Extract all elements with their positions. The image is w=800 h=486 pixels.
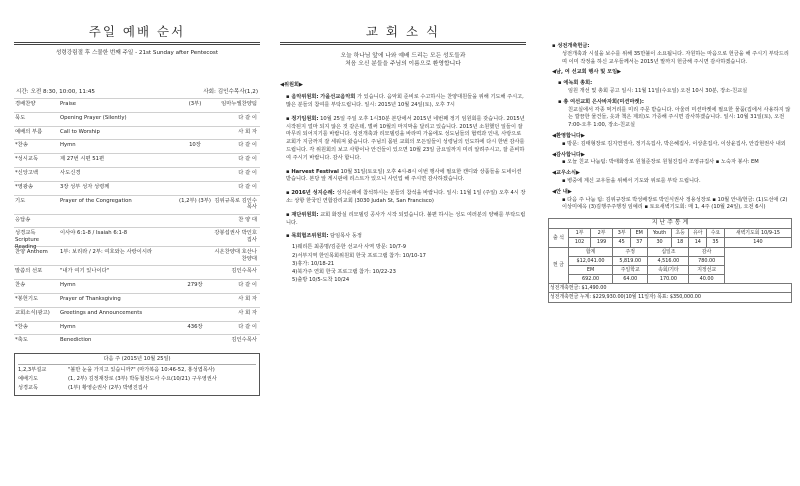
announcement-heading: ◀감사합니다▶ (552, 151, 586, 158)
order-item-detail: 제 27번 시편 51편 (60, 156, 105, 163)
announcement-body: ▪ 오늘 친교 나눔팀: 박태화장로 원철준장로 원철진집사 조영규집사 ▪ 노숙자 봉사: EM (562, 159, 759, 166)
order-list (14, 98, 260, 348)
order-row (14, 307, 260, 321)
att-value: 37 (631, 238, 648, 247)
order-row (14, 126, 260, 140)
att-value: 199 (591, 238, 613, 247)
order-item-name: *성시교독 (15, 156, 39, 163)
off-value: 4,516.00 (648, 256, 689, 265)
announcement-item (558, 99, 792, 130)
order-row (14, 98, 260, 112)
announcement-body: 임원 개선 및 총회 공고 일시: 11월 11일(수요일) 오전 10시 30분, 장소-친교실 (568, 87, 748, 94)
pastor-schedule-item: 3)휴가: 10/18-21 (292, 260, 335, 267)
pastor-schedule-item: 2)서부지역 한인목회위원회 한국 프로그램 참가: 10/10-17 (292, 252, 426, 259)
order-row (14, 195, 260, 214)
order-row (14, 246, 260, 265)
worship-subtitle: 성령강림절 후 스물한 번째 주일 - 21st Sunday after Pentecost (55, 50, 219, 56)
announcement-body: 친교실에서 각종 먹거리를 미리 주문 받습니다. 아울러 미션마켓에 필요한 물품(집에서 사용하지 않는 깔끔한 물건들, 옷과 책은 제외)도 가증해 주시면 감사하겠습니다. 일시: 10월 31일(토), 오전 7:00-오후 1:00, 장소-친교실 (568, 106, 791, 129)
order-row (14, 214, 260, 228)
committee-section-title: ◀위원회▶ (280, 81, 304, 88)
next-week-row (18, 366, 256, 375)
order-row (14, 279, 260, 293)
order-item-name: 말씀의 선포 (15, 268, 43, 275)
order-item-name: 응답송 (15, 216, 31, 223)
order-row (14, 153, 260, 167)
order-item-detail: Hymn (60, 142, 76, 149)
attendance-label: 출 석 (549, 229, 569, 247)
announcements-column (548, 0, 792, 486)
order-item-detail: 1부: 보리라 / 2부: 여호와는 사랑이시라 (60, 249, 153, 256)
order-row (14, 112, 260, 126)
officiant: 사회: 김인수목사(1,2) (203, 88, 258, 95)
announcement-body: 성전개축과 시설을 보수를 위해 35만불이 소요됩니다. 자원하는 마음으로 헌금을 해 주시기 부탁드리며 이미 작정을 하신 교우들께서는 2015년 말까지 헌금해 주시면 감사하겠습니다. (562, 50, 789, 65)
order-item-name: 찬양 Anthem (15, 249, 48, 256)
order-item-name: *봉헌기도 (15, 295, 39, 302)
worship-order-column (14, 0, 260, 486)
news-item-heading: ▪ 음악위원회: 가을선교음악회 (286, 94, 356, 101)
order-item-detail: Prayer of Thanksgiving (60, 295, 121, 302)
news-item-heading: ▪ 정기임원회: (286, 115, 319, 122)
order-item-detail: Prayer of the Congregation (60, 197, 132, 204)
offering-label: 헌 금 (549, 247, 569, 284)
order-item-name: 예배의 부름 (15, 128, 43, 135)
announcement-heading: ▪ 에녹회 총회: (558, 80, 593, 87)
announcement-item (552, 133, 792, 149)
off-header: 주일학교 (613, 265, 648, 274)
off-value: $12,041.00 (569, 256, 613, 265)
att-header: EM (631, 229, 648, 238)
att-value: 30 (648, 238, 671, 247)
news-item-heading: ▪ 2016년 성지순례: (286, 190, 335, 197)
announcement-body: ▪ 병중에 계신 교우들을 위해서 기도와 위로를 부탁 드립니다. (562, 177, 701, 184)
worship-order-title: 주일 예배 순서 (88, 24, 186, 39)
att-value: 45 (613, 238, 631, 247)
att-header: 2부 (591, 229, 613, 238)
stats-table (548, 228, 792, 303)
announcement-item (552, 152, 792, 168)
order-item-leader: 다 같 이 (238, 183, 257, 190)
order-item-name: *신앙고백 (15, 169, 39, 176)
news-item-heading: ▪ Harvest Festival (286, 168, 339, 175)
news-item-body: 10월 25일 주일 오후 1시30분 본당에서 2015년 네번째 정기 임원회를 갖습니다. 2015년 시작된지 얼마 되지 않은 것 같은데, 벌써 10월의 마지막을 달리고 있습니다. 2015년 소원했던 일들이 잘 마무리 되어지기를 바랍니다. 성전개축과 리모델링을 바라며 가을에도 성도님들의 협력과 인내, 사랑으로 교회가 지금까지 잘 세워져 왔습니다. 주님의 몸된 교회의 모든일들이 성령님의 인도하에 다시 한번 감사를 드립니다. 각 위원회의 보고 사항이나 안건들이 있으면 10월 23일 금요일까지 미리 알려주시고, 잘 준비하여 주시기 바랍니다. 감사 합니다. (286, 115, 525, 161)
order-item-page: (1,2부) (3부) (179, 197, 211, 204)
next-week-label: 성경교독 (18, 384, 39, 391)
order-item-name: *찬송 (15, 323, 28, 330)
order-item-leader: 다 같 이 (238, 169, 257, 176)
order-item-name: 성경교독 Scripture Reading (15, 230, 40, 250)
order-item-name: 기도 (15, 197, 26, 204)
order-item-name: 경배찬양 (15, 100, 36, 107)
att-value: 102 (569, 238, 591, 247)
order-item-leader: 다 같 이 (238, 156, 257, 163)
order-item-detail: Call to Worship (60, 128, 100, 135)
off-value: 64.00 (613, 275, 648, 284)
order-row (14, 265, 260, 279)
att-header: Youth (648, 229, 671, 238)
news-item (286, 233, 526, 241)
news-item-heading: ▪ 목회협조위원회: (286, 233, 329, 240)
building-fund-total: 성전개축헌금 누계: $229,930.00(10월 11일자) 목표: $350,000.00 (549, 293, 792, 302)
intro-line: 오늘 하나님 앞에 나와 예배 드리는 모든 성도들과 (340, 53, 466, 59)
order-item-detail: 사도신경 (60, 169, 81, 176)
next-week-row (18, 375, 256, 384)
off-value: 692.00 (569, 275, 613, 284)
order-row (14, 293, 260, 307)
next-week-text: (1부) 황영순권사 (2부) 박병진집사 (68, 384, 148, 391)
divider (14, 42, 260, 43)
order-item-leader: 사 회 자 (238, 295, 257, 302)
next-week-box (14, 353, 260, 396)
order-item-leader: 다 같 이 (238, 323, 257, 330)
off-value: 40.00 (689, 275, 724, 284)
announcement-item (552, 69, 792, 77)
announcement-body: ▪ 다음 주 나눔 팀: 김위규장로 박성배장로 박인식권사 정용성장로 ▪ 10월 안내/헌금: (1)도선애 (2)이상미예옥 (3)김행주주행정 임예리 ▪ 토요새벽기도회: 매 1, 4주 (10월 24일), 오전 6시) (562, 196, 788, 211)
news-item-body: 가 있습니다. 음악회 준비로 수고하시는 찬양대원들을 위해 기도해 주시고, 많은 분들의 참여를 부탁드립니다. 일시: 2015년 10월 24일(토), 오후 7시 (286, 94, 524, 109)
order-item-name: *영광송 (15, 183, 33, 190)
order-item-leader: 다 같 이 (238, 282, 257, 289)
att-value: 35 (707, 238, 725, 247)
news-item-body: 성지순례에 참석하시는 분들의 참석을 바랍니다. 일시: 11월 1일 (주일) 오후 4시 장소: 상항 한국인 연합감리교회 (3030 Judah St, San Francisco) (286, 190, 526, 205)
announcement-heading: ▪ 총 여선교회 은사바자회(미션마켓): (558, 98, 644, 105)
order-item-detail: "내가 여기 있나이다" (60, 268, 110, 275)
next-week-row (18, 384, 256, 393)
order-row (14, 181, 260, 195)
news-item-body: 교회 화장실 리모델링 공사가 시작 되었습니다. 불편 하시는 성도 여러분의 양해를 부탁드립니다. (286, 211, 526, 226)
order-item-leader: 사 회 자 (238, 309, 257, 316)
intro-line: 처음 오신 분들을 주님의 이름으로 환영합니다 (345, 61, 461, 68)
att-header: 유아 (689, 229, 707, 238)
news-item (286, 190, 526, 206)
order-item-detail: Opening Prayer (Silently) (60, 114, 127, 121)
order-item-leader: 임마누엘찬양팀 (221, 100, 257, 107)
off-header: 지정선교 (689, 265, 724, 274)
order-item-leader: 김인수목사 (231, 268, 257, 275)
order-item-leader: 사 회 자 (238, 128, 257, 135)
order-item-leader: 김위규목로 김인수목사 (214, 197, 257, 211)
welcome-intro (280, 45, 526, 74)
order-item-name: 찬송 (15, 282, 26, 289)
order-item-leader: 시온찬양대 호산나찬양대 (214, 249, 257, 262)
att-value: 140 (724, 238, 791, 247)
announcement-heading: ◀안 내▶ (552, 188, 572, 195)
pastor-schedule-item: 1)웨리튼 최종명/김준한 선교사 사역 방문: 10/7-9 (292, 244, 407, 251)
order-item-detail: 3장 성부 성자 성령께 (60, 183, 110, 190)
announcement-item (552, 43, 792, 66)
att-header: 3부 (613, 229, 631, 238)
off-value: 780.00 (689, 256, 724, 265)
att-value: 14 (689, 238, 707, 247)
order-item-name: 교회소식(광고) (15, 309, 50, 316)
next-week-label: 예배기도 (18, 375, 39, 382)
order-item-page: 436장 (187, 323, 203, 330)
order-item-page: 279장 (187, 282, 203, 289)
order-item-page: (3부) (188, 100, 202, 107)
next-week-text: (1, 2부) 김정재장로 (3부) 박동철전도사 수요(10/21) 구우영권사 (68, 375, 217, 382)
order-item-detail: Hymn (60, 282, 76, 289)
order-item-detail: Benediction (60, 337, 92, 344)
divider (280, 42, 526, 43)
news-item (286, 116, 526, 163)
off-header: 주정 (613, 247, 648, 256)
announcement-body: ▪ 방문: 김태형장로 김지연권사, 정기옥집사, 박은혜집사, 이상훈집사, 이상윤집사, 안갑현권사 내외 (562, 140, 786, 147)
announcement-item (552, 189, 792, 212)
news-item (286, 212, 526, 228)
next-week-label: 1,2,3부설교 (18, 366, 47, 373)
order-item-leader: 강봉섭권사 박인호집사 (214, 230, 257, 243)
announcement-item (552, 170, 792, 186)
order-item-detail: Praise (60, 100, 77, 107)
order-row (14, 334, 260, 348)
order-item-detail: Hymn (60, 323, 76, 330)
order-item-page: 10장 (189, 142, 201, 149)
att-value: 18 (671, 238, 689, 247)
order-item-detail: Greetings and Announcements (60, 309, 143, 316)
next-week-text: "볼만 눈을 가지고 있습니까?" (마가복음 10:46-52, 홍성엽목사) (68, 366, 215, 373)
announcement-heading: ◀환영합니다▶ (552, 132, 586, 139)
service-info (14, 89, 260, 98)
order-row (14, 167, 260, 181)
service-time: 시간: 오전 8:30, 10:00, 11:45 (16, 88, 95, 95)
att-header: 수요 (707, 229, 725, 238)
order-row (14, 227, 260, 250)
stats-title: 지 난 주 통 계 (548, 218, 792, 228)
news-item-body: 10월 31일(토요일) 오후 4시-8시 이번 행사에 필요한 캔디와 상품들을 도네이션 받습니다. 본당 앞 게시판에 리스트가 있으니 사인업 해 주시면 감사하겠습니다. (286, 168, 522, 183)
building-fund: 성전개축헌금: $1,490.00 (549, 284, 792, 293)
off-value: 5,819.00 (613, 256, 648, 265)
att-header: 1부 (569, 229, 591, 238)
order-item-name: *찬송 (15, 142, 28, 149)
announcement-heading: ◀남, 여 선교회 행사 및 모임▶ (552, 69, 622, 76)
order-item-leader: 찬 양 대 (238, 216, 257, 223)
church-news-column (280, 0, 526, 486)
att-header: 새벽기도회 10/9-15 (724, 229, 791, 238)
news-item-heading: ▪ 재단위원회: (286, 211, 319, 218)
off-header: 감사 (689, 247, 724, 256)
order-row (14, 321, 260, 335)
next-week-title: 다음 주 (2015년 10월 25일) (18, 356, 256, 365)
order-item-name: 묵도 (15, 114, 26, 121)
off-header: 십일조 (648, 247, 689, 256)
off-header: 속회/기타 (648, 265, 689, 274)
pastor-schedule-item: 4)북가주 연회 한국 프로그램 참가: 10/22-23 (292, 269, 396, 276)
church-news-title: 교 회 소 식 (365, 24, 441, 39)
news-item-body: 담임목사 동정 (330, 233, 362, 240)
announcement-heading: ▪ 성전개축헌금: (552, 43, 590, 49)
att-header: 초등 (671, 229, 689, 238)
pastor-schedule-item: 5)출방 10/5-도착 10/24 (292, 277, 350, 284)
news-item (286, 169, 526, 185)
order-item-leader: 다 같 이 (238, 142, 257, 149)
order-item-name: *축도 (15, 337, 28, 344)
announcement-item (558, 80, 792, 96)
announcement-heading: ◀교우소식▶ (552, 170, 581, 177)
off-header: 합계 (569, 247, 613, 256)
off-value: 170.00 (648, 275, 689, 284)
order-item-leader: 다 같 이 (238, 114, 257, 121)
news-item (286, 94, 526, 110)
off-header: EM (569, 265, 613, 274)
order-item-leader: 김인수목사 (231, 337, 257, 344)
order-item-detail: 이사야 6:1-8 / Isaiah 6:1-8 (60, 230, 128, 237)
order-row (14, 139, 260, 153)
